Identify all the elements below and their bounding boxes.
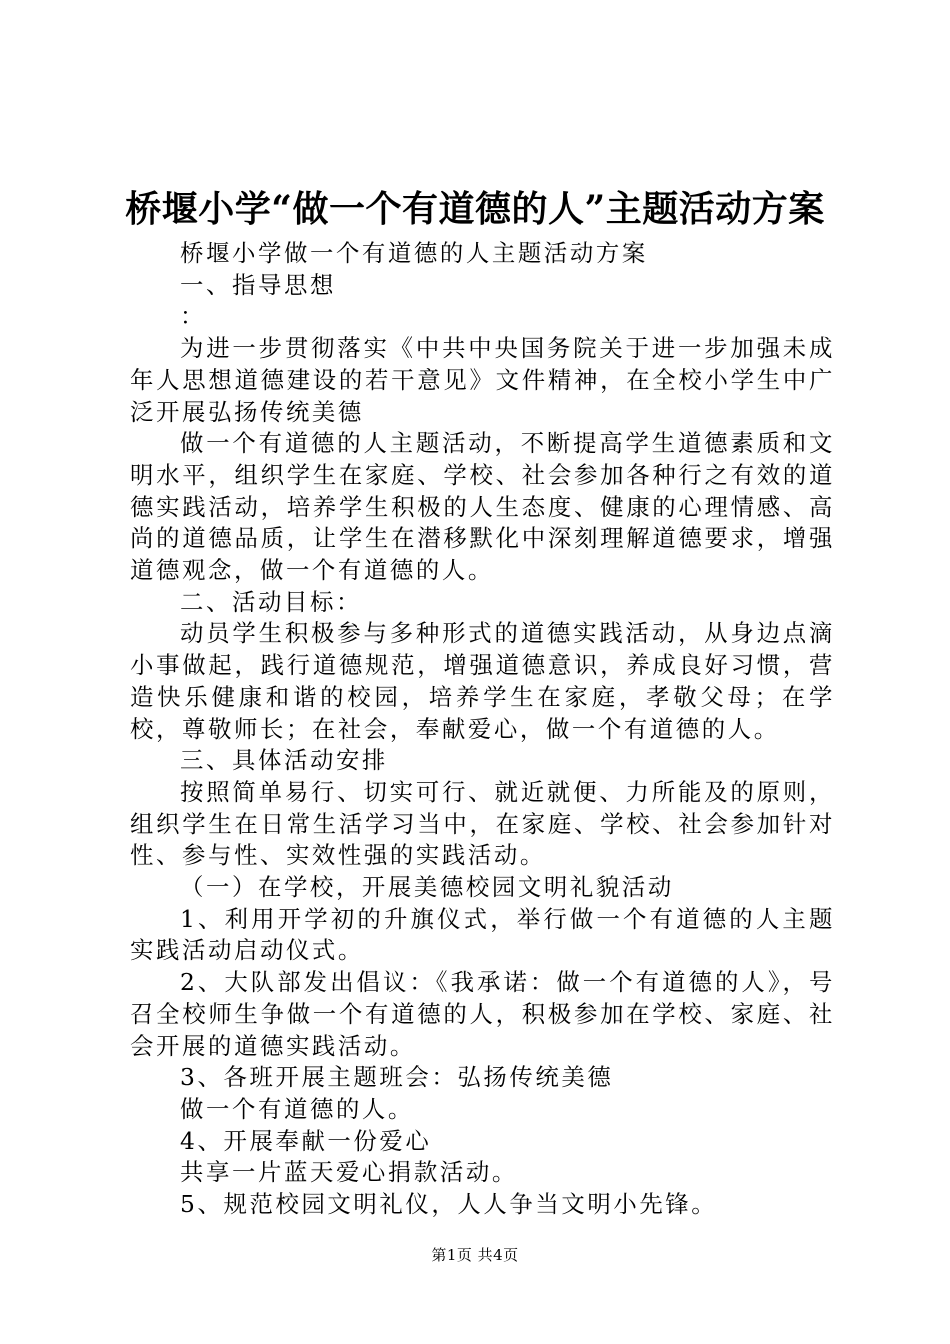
paragraph-2: 做一个有道德的人主题活动，不断提高学生道德素质和文明水平，组织学生在家庭、学校、社会参加各种行之有效的道德实践活动，培养学生积极的人生态度、健康的心理情感、高尚的道德品质，让学生在潜移默化中深刻理解道德要求，增强道德观念，做一个有道德的人。 — [130, 429, 835, 585]
section-heading-2: 二、活动目标： — [180, 587, 362, 616]
list-item-3-continued: 做一个有道德的人。 — [180, 1094, 414, 1123]
paragraph-4: 按照简单易行、切实可行、就近就便、力所能及的原则，组织学生在日常生活学习当中，在家庭、学校、社会参加针对性、参与性、实效性强的实践活动。 — [130, 777, 835, 870]
document-body — [130, 238, 835, 1221]
subtitle-paragraph: 桥堰小学做一个有道德的人主题活动方案 — [180, 239, 648, 267]
page-number-footer: 第1页 共4页 — [431, 1246, 519, 1264]
section-heading-3: 三、具体活动安排 — [180, 746, 388, 775]
list-item-4-continued: 共享一片蓝天爱心捐款活动。 — [180, 1158, 518, 1187]
paragraph-1: 为进一步贯彻落实《中共中央国务院关于进一步加强未成年人思想道德建设的若干意见》文件精神，在全校小学生中广泛开展弘扬传统美德 — [130, 334, 835, 426]
document-title: 桥堰小学“做一个有道德的人”主题活动方案 — [125, 188, 825, 230]
list-item-1: 1、利用开学初的升旗仪式，举行做一个有道德的人主题实践活动启动仪式。 — [130, 904, 835, 965]
colon-line: ： — [180, 302, 206, 331]
subsection-heading-1: （一）在学校，开展美德校园文明礼貌活动 — [180, 873, 674, 902]
list-item-3: 3、各班开展主题班会：弘扬传统美德 — [180, 1063, 614, 1092]
paragraph-3: 动员学生积极参与多种形式的道德实践活动，从身边点滴小事做起，践行道德规范，增强道德意识，养成良好习惯，营造快乐健康和谐的校园，培养学生在家庭，孝敬父母；在学校，尊敬师长；在社会，奉献爱心，做一个有道德的人。 — [130, 619, 835, 743]
list-item-2: 2、大队部发出倡议：《我承诺：做一个有道德的人》，号召全校师生争做一个有道德的人，积极参加在学校、家庭、社会开展的道德实践活动。 — [130, 968, 835, 1060]
list-item-4: 4、开展奉献一份爱心 — [180, 1126, 432, 1155]
list-item-5: 5、规范校园文明礼仪，人人争当文明小先锋。 — [180, 1190, 718, 1219]
section-heading-1: 一、指导思想 — [180, 270, 336, 299]
